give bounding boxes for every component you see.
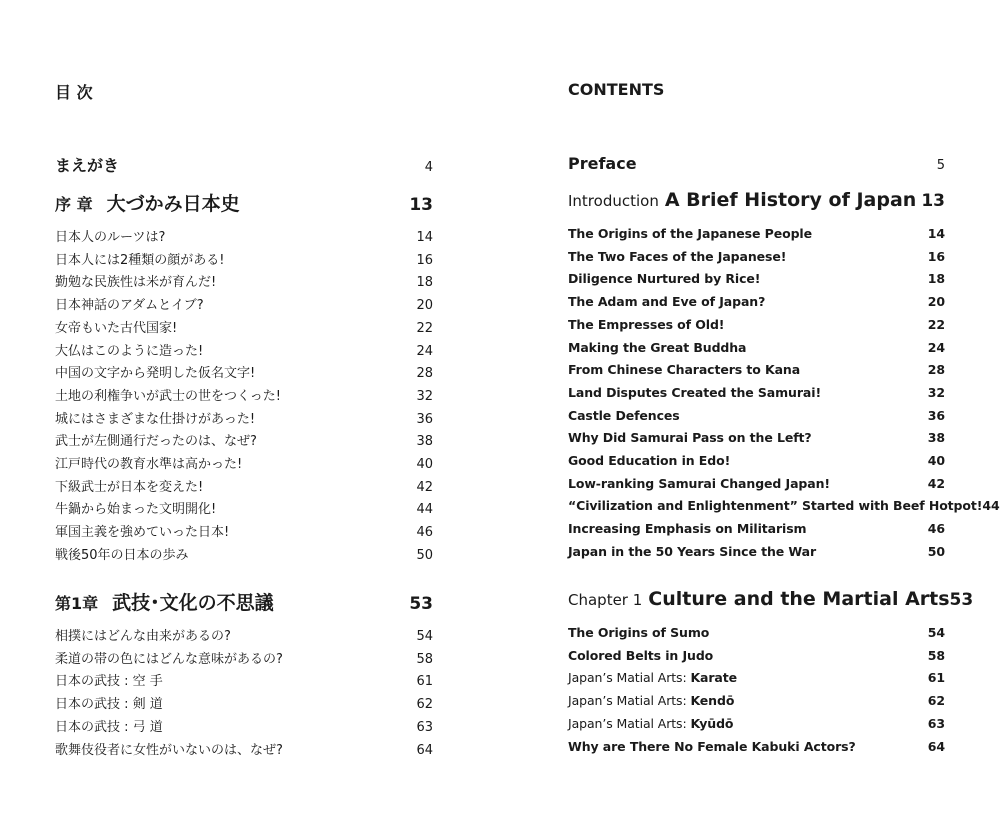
toc-entry-page: 38 [416, 434, 433, 450]
toc-entry-label: Making the Great Buddha [568, 339, 747, 355]
toc-entry-label-prefix: Japan’s Matial Arts: [568, 670, 691, 686]
toc-entry-page: 40 [927, 453, 945, 468]
toc-entry-page: 58 [416, 651, 433, 667]
toc-chapter-1-en[interactable] [568, 588, 974, 610]
toc-entry-label: Castle Defences [568, 407, 680, 423]
toc-entry-en[interactable] [568, 625, 945, 640]
toc-entry-en[interactable] [568, 716, 945, 731]
toc-entry-page: 28 [927, 362, 945, 378]
toc-entry-page: 63 [416, 719, 433, 735]
toc-entry-page: 42 [927, 475, 945, 491]
toc-entry-label: Preface [568, 154, 637, 173]
toc-entry-en[interactable] [568, 317, 945, 332]
toc-entry-label: 日本神話のアダムとイブ? [55, 298, 204, 314]
toc-entry-label: Diligence Nurtured by Rice! [568, 271, 761, 287]
toc-entry-jp[interactable] [55, 498, 433, 517]
toc-entry-jp[interactable] [55, 544, 433, 563]
toc-entry-label: 牛鍋から始まった文明開化! [55, 502, 217, 518]
toc-entry-jp[interactable] [55, 317, 433, 336]
toc-entry-label: 江戸時代の教育水準は高かった! [55, 457, 243, 472]
toc-entry-en[interactable] [568, 521, 945, 536]
toc-entry-jp[interactable] [55, 385, 433, 404]
chapter-prefix: Chapter 1 [568, 591, 643, 609]
toc-entry-label-prefix: Japan’s Matial Arts: [568, 715, 691, 731]
toc-entry-en[interactable] [568, 408, 945, 423]
toc-entry-page: 28 [416, 366, 433, 382]
toc-entry-label: 相撲にはどんな由来があるの? [55, 629, 231, 644]
toc-entry-jp[interactable] [55, 739, 433, 758]
chapter-title: Culture and the Martial Arts [648, 588, 950, 610]
toc-entry-jp[interactable] [55, 340, 433, 359]
toc-entry-page: 62 [416, 697, 433, 713]
toc-entry-page: 64 [927, 738, 945, 754]
toc-entry-label-main: Kendō [690, 693, 735, 709]
toc-entry-label: 戦後50年の日本の歩み [55, 547, 189, 563]
toc-entry-label [568, 670, 737, 685]
toc-entry-label: 日本の武技 : 剣 道 [55, 697, 163, 713]
toc-entry-label: The Origins of the Japanese People [568, 226, 812, 241]
toc-entry-label: Good Education in Edo! [568, 453, 731, 468]
toc-entry-page: 63 [927, 715, 945, 731]
toc-entry-jp[interactable] [55, 670, 433, 689]
toc-entry-en[interactable] [568, 385, 945, 400]
toc-entry-en[interactable] [568, 453, 945, 468]
toc-entry-page: 32 [927, 384, 945, 400]
toc-entry-page: 5 [936, 158, 945, 173]
toc-entry-page: 44 [416, 502, 433, 518]
toc-entry-label: Land Disputes Created the Samurai! [568, 384, 822, 400]
toc-entry-page: 32 [416, 388, 433, 404]
toc-entry-en[interactable] [568, 271, 945, 286]
toc-entry-page: 14 [416, 230, 433, 245]
toc-chapter-introduction-jp[interactable] [55, 189, 433, 216]
toc-entry-page: 40 [416, 457, 433, 472]
toc-entry-label-main: Karate [690, 670, 738, 686]
chapter-page: 13 [921, 191, 945, 211]
toc-entry-jp[interactable] [55, 362, 433, 381]
toc-entry-label: From Chinese Characters to Kana [568, 362, 801, 378]
toc-entry-page: 14 [927, 226, 945, 241]
toc-entry-label: Colored Belts in Judo [568, 647, 714, 663]
toc-entry-label: Increasing Emphasis on Militarism [568, 521, 807, 537]
toc-entry-label: 軍国主義を強めていった日本! [55, 525, 230, 541]
toc-entry-page: 16 [416, 252, 433, 268]
toc-entry-page: 24 [416, 343, 433, 359]
toc-entry-page: 62 [927, 693, 945, 709]
toc-entry-jp[interactable] [55, 453, 433, 472]
toc-entry-en[interactable] [568, 739, 945, 754]
toc-entry-jp[interactable] [55, 430, 433, 449]
toc-entry-page: 18 [927, 271, 945, 287]
toc-entry-en[interactable] [568, 294, 945, 309]
toc-entry-jp[interactable] [55, 716, 433, 735]
toc-entry-page: 58 [927, 647, 945, 663]
toc-entry-label: Japan in the 50 Years Since the War [568, 543, 817, 559]
toc-entry-label: 大仏はこのように造った! [55, 343, 204, 359]
toc-entry-label: Why are There No Female Kabuki Actors? [568, 738, 856, 754]
toc-entry-page: 46 [927, 521, 945, 537]
toc-entry-jp[interactable] [55, 226, 433, 245]
toc-chapter-introduction-en[interactable] [568, 189, 945, 211]
toc-chapter-1-jp[interactable] [55, 588, 433, 615]
chapter-title: 武技･文化の不思議 [112, 592, 274, 614]
chapter-page: 53 [949, 590, 974, 610]
chapter-title: 大づかみ日本史 [106, 193, 240, 215]
toc-entry-jp[interactable] [55, 693, 433, 712]
toc-entry-page: 38 [927, 430, 945, 446]
toc-entry-page: 20 [927, 294, 945, 310]
toc-entry-jp[interactable] [55, 271, 433, 290]
toc-entry-page: 36 [416, 411, 433, 427]
toc-entry-label: The Two Faces of the Japanese! [568, 248, 787, 264]
toc-entry-en[interactable] [568, 249, 945, 264]
toc-entry-en[interactable] [568, 648, 945, 663]
toc-entry-page: 44 [982, 498, 1000, 514]
toc-entry-label: Why Did Samurai Pass on the Left? [568, 430, 812, 446]
toc-entry-page: 46 [416, 525, 433, 541]
toc-entry-label: 下級武士が日本を変えた! [55, 479, 204, 495]
toc-entry-label: まえがき [55, 156, 120, 175]
toc-entry-page: 42 [416, 479, 433, 495]
toc-entry-page: 16 [927, 248, 945, 264]
toc-entry-page: 54 [927, 625, 945, 640]
toc-entry-label: 柔道の帯の色にはどんな意味があるの? [55, 651, 283, 667]
toc-entry-en[interactable] [568, 670, 945, 685]
toc-entry-en[interactable] [568, 544, 945, 559]
toc-entry-label: 日本の武技 : 空 手 [55, 674, 163, 690]
toc-entry-label [568, 716, 733, 731]
toc-entry-label: 日本の武技 : 弓 道 [55, 719, 163, 735]
toc-entry-en[interactable] [568, 693, 945, 708]
chapter-page: 53 [409, 594, 433, 614]
chapter-page: 13 [409, 195, 433, 215]
toc-entry-label: The Empresses of Old! [568, 316, 725, 332]
toc-entry-page: 50 [416, 547, 433, 563]
toc-entry-label: “Civilization and Enlightenment” Started with Beef Hotpot! [568, 498, 983, 514]
toc-entry-page: 61 [927, 670, 945, 686]
toc-entry-jp[interactable] [55, 625, 433, 644]
toc-entry-label: 日本人には2種類の顔がある! [55, 252, 225, 268]
toc-entry-page: 61 [416, 674, 433, 690]
toc-entry-label: The Adam and Eve of Japan? [568, 294, 766, 310]
toc-entry-label: 勤勉な民族性は米が育んだ! [55, 275, 217, 291]
english-contents-title: CONTENTS [568, 80, 665, 99]
toc-entry-jp[interactable] [55, 249, 433, 268]
toc-entry-preface-en[interactable] [568, 154, 945, 173]
toc-entry-label: Low-ranking Samurai Changed Japan! [568, 475, 830, 491]
toc-entry-page: 18 [416, 275, 433, 291]
toc-entry-label-main: Kyūdō [690, 715, 734, 731]
toc-entry-page: 20 [416, 298, 433, 314]
toc-entry-label-prefix: Japan’s Matial Arts: [568, 693, 691, 709]
toc-entry-page: 50 [927, 543, 945, 559]
toc-entry-label: 女帝もいた古代国家! [55, 320, 178, 336]
toc-entry-page: 24 [927, 339, 945, 355]
toc-entry-page: 22 [416, 320, 433, 336]
toc-entry-preface-jp[interactable] [55, 153, 433, 176]
chapter-title: A Brief History of Japan [664, 189, 917, 211]
toc-entry-en[interactable] [568, 226, 945, 241]
toc-entry-jp[interactable] [55, 476, 433, 495]
toc-entry-label: 城にはさまざまな仕掛けがあった! [55, 411, 256, 427]
japanese-contents-title: 目 次 [55, 83, 93, 102]
toc-entry-label: 日本人のルーツは? [55, 230, 166, 245]
toc-entry-en[interactable] [568, 498, 1000, 514]
toc-entry-en[interactable] [568, 362, 945, 377]
toc-entry-en[interactable] [568, 476, 945, 491]
toc-entry-page: 4 [424, 160, 433, 175]
toc-entry-label: The Origins of Sumo [568, 625, 710, 640]
toc-entry-page: 54 [416, 629, 433, 644]
toc-entry-label: 歌舞伎役者に女性がいないのは、なぜ? [55, 742, 283, 758]
toc-entry-jp[interactable] [55, 408, 433, 427]
toc-entry-label: 中国の文字から発明した仮名文字! [55, 366, 256, 382]
chapter-prefix: 序 章 [55, 195, 93, 214]
toc-entry-label: 土地の利権争いが武士の世をつくった! [55, 388, 281, 404]
toc-entry-en[interactable] [568, 430, 945, 445]
toc-entry-jp[interactable] [55, 294, 433, 313]
toc-entry-en[interactable] [568, 340, 945, 355]
toc-entry-page: 36 [927, 407, 945, 423]
toc-entry-page: 64 [416, 742, 433, 758]
chapter-prefix: 第1章 [55, 594, 99, 613]
toc-entry-label: 武士が左側通行だったのは、なぜ? [55, 434, 257, 450]
toc-entry-jp[interactable] [55, 648, 433, 667]
toc-entry-label [568, 693, 734, 708]
toc-entry-page: 22 [927, 316, 945, 332]
toc-entry-jp[interactable] [55, 521, 433, 540]
chapter-prefix: Introduction [568, 192, 659, 210]
